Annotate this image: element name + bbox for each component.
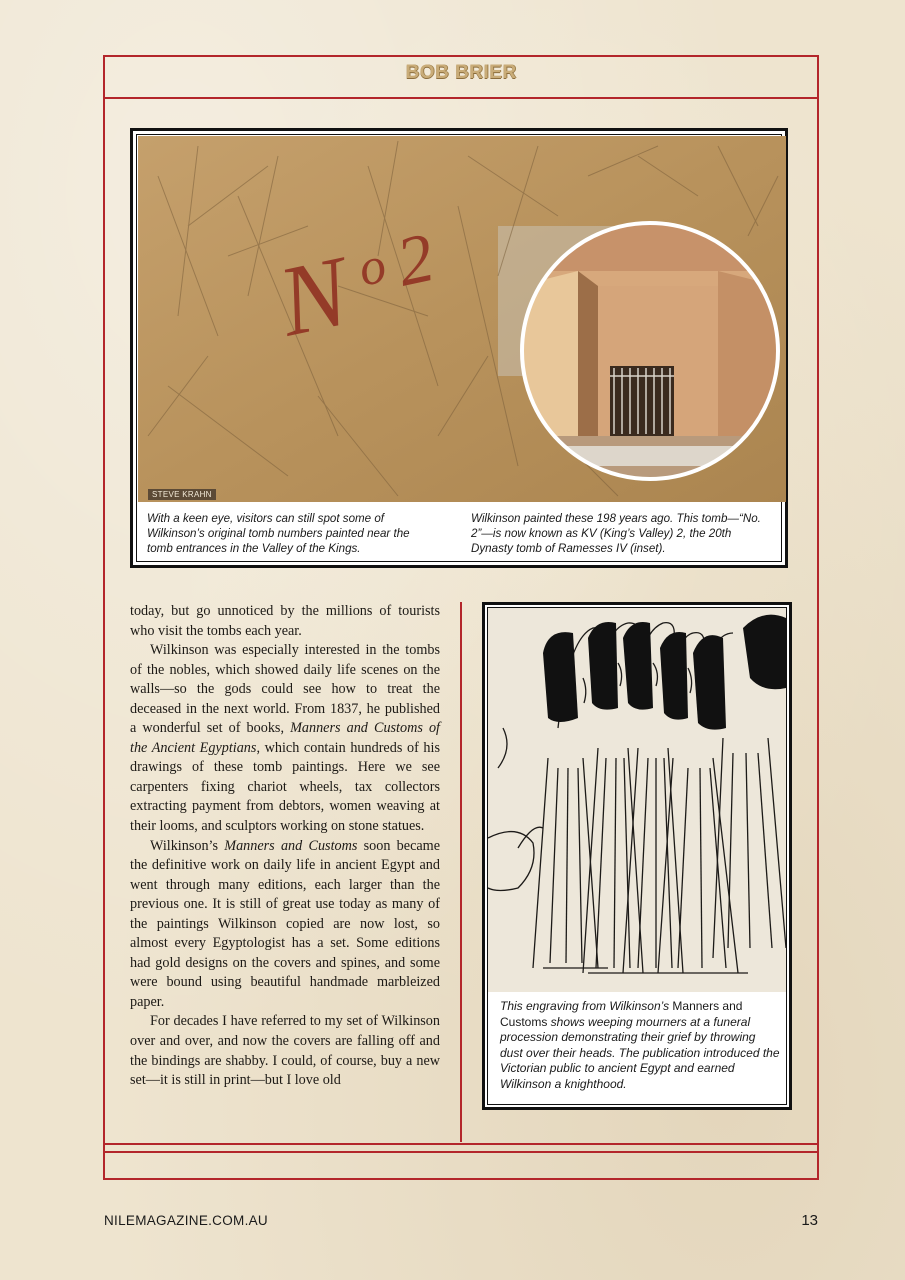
article-body	[130, 602, 440, 1091]
frame-left	[103, 55, 105, 1179]
frame-bottom	[103, 1178, 819, 1180]
tomb-wall-photo	[138, 136, 786, 502]
top-caption-right: Wilkinson painted these 198 years ago. This tomb—“No. 2”—is now known as KV (King’s Valley) 2, the 20th Dynasty tomb of Ramesses IV (inset).	[471, 512, 761, 555]
svg-text:N: N	[269, 235, 358, 358]
paragraph-1: today, but go unnoticed by the millions of tourists who visit the tombs each year.	[130, 603, 440, 639]
paragraph-4: For decades I have referred to my set of Wilkinson over and over, and now the covers are falling off and the bindings are shabby. I could, of course, buy a new set—it is still in print—but I love old	[130, 1013, 440, 1089]
photo-credit: STEVE KRAHN	[148, 489, 216, 500]
frame-footer-rule-1	[103, 1143, 819, 1145]
top-caption-left: With a keen eye, visitors can still spot some of Wilkinson’s original tomb numbers painted near the tomb entrances in the Valley of the Kings.	[147, 512, 410, 555]
engraving-caption: This engraving from Wilkinson’s Manners and Customs shows weeping mourners at a funeral procession demonstrating their grief by throwing dust over their heads. The publication introduced the Victorian public to ancient Egypt and earned Wilkinson a knighthood.	[500, 999, 780, 1091]
column-divider	[460, 602, 462, 1142]
svg-text:o: o	[353, 236, 391, 298]
frame-header-rule	[103, 97, 819, 99]
book-title: Manners and Customs	[224, 837, 358, 854]
mourners-engraving	[488, 608, 786, 992]
paragraph-3: Wilkinson’s Manners and Customs soon became the definitive work on daily life in ancient Egypt and went through many editions, each larger than the previous one. It is still of great use today as many of the paintings Wilkinson copied are now lost, so almost every Egyptologist has a set. Some editions had gold designs on the covers and spines, and some were bound using beautiful handmade marbleized paper.	[130, 837, 440, 1010]
svg-text:2: 2	[390, 219, 441, 302]
footer-website: NILEMAGAZINE.COM.AU	[104, 1213, 268, 1228]
book-title: Manners and Customs	[500, 999, 743, 1029]
frame-top	[103, 55, 819, 57]
paragraph-2: Wilkinson was especially interested in the tombs of the nobles, which showed daily life scenes on the walls—so the gods could see how to treat the deceased in the next world. From 1837, he published a wonderful set of books, Manners and Customs of the Ancient Egyptians, which contain hundreds of his drawings of these tomb paintings. Here we see carpenters fixing chariot wheels, tax collectors extracting payment from debtors, women weaving at their looms, and sculptors working on stone statues.	[130, 642, 440, 835]
running-head: BOB BRIER	[405, 62, 517, 83]
frame-footer-rule-2	[103, 1151, 819, 1153]
page-number: 13	[801, 1212, 818, 1229]
book-title: Manners and Customs of the Ancient Egyptians	[130, 720, 440, 756]
frame-right	[817, 55, 819, 1179]
top-figure	[130, 128, 788, 568]
